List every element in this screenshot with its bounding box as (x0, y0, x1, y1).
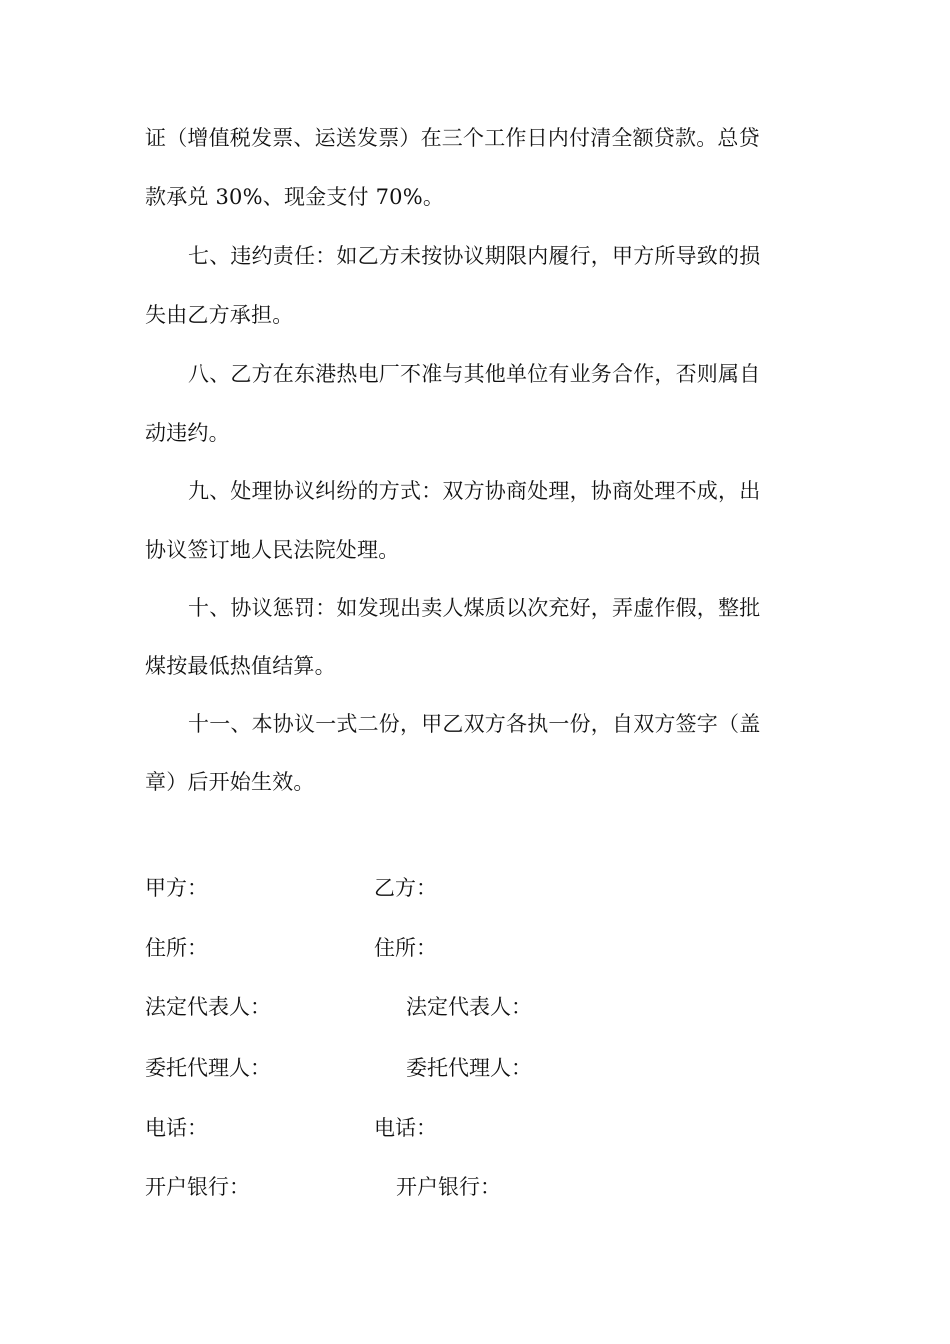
party-a-legal-rep-label: 法定代表人： (145, 995, 271, 1019)
clause-7-line-1: 七、违约责任：如乙方未按协议期限内履行，甲方所导致的损 (188, 244, 761, 268)
clause-9-line-1: 九、处理协议纠纷的方式：双方协商处理，协商处理不成，出 (188, 479, 761, 503)
party-a-agent-label: 委托代理人： (145, 1056, 271, 1080)
clause-9-line-2: 协议签订地人民法院处理。 (145, 538, 400, 562)
party-b-label: 乙方： (374, 876, 437, 900)
clause-11-line-1: 十一、本协议一式二份，甲乙双方各执一份，自双方签字（盖 (188, 712, 761, 736)
party-b-phone-label: 电话： (374, 1116, 437, 1140)
payment-clause-line-2: 款承兑 30%、现金支付 70%。 (145, 185, 445, 209)
party-a-bank-label: 开户银行： (145, 1175, 250, 1199)
party-b-bank-label: 开户银行： (396, 1175, 501, 1199)
clause-8-line-1: 八、乙方在东港热电厂不准与其他单位有业务合作，否则属自 (188, 362, 761, 386)
party-a-phone-label: 电话： (145, 1116, 208, 1140)
party-b-agent-label: 委托代理人： (406, 1056, 532, 1080)
clause-11-line-2: 章）后开始生效。 (145, 770, 315, 794)
clause-10-line-2: 煤按最低热值结算。 (145, 654, 336, 678)
clause-7-line-2: 失由乙方承担。 (145, 303, 294, 327)
party-a-label: 甲方： (145, 876, 208, 900)
clause-10-line-1: 十、协议惩罚：如发现出卖人煤质以次充好，弄虚作假，整批 (188, 596, 761, 620)
clause-8-line-2: 动违约。 (145, 421, 230, 445)
party-b-legal-rep-label: 法定代表人： (406, 995, 532, 1019)
party-a-address-label: 住所： (145, 936, 208, 960)
party-b-address-label: 住所： (374, 936, 437, 960)
payment-clause-line-1: 证（增值税发票、运送发票）在三个工作日内付清全额贷款。总贷 (145, 126, 760, 150)
